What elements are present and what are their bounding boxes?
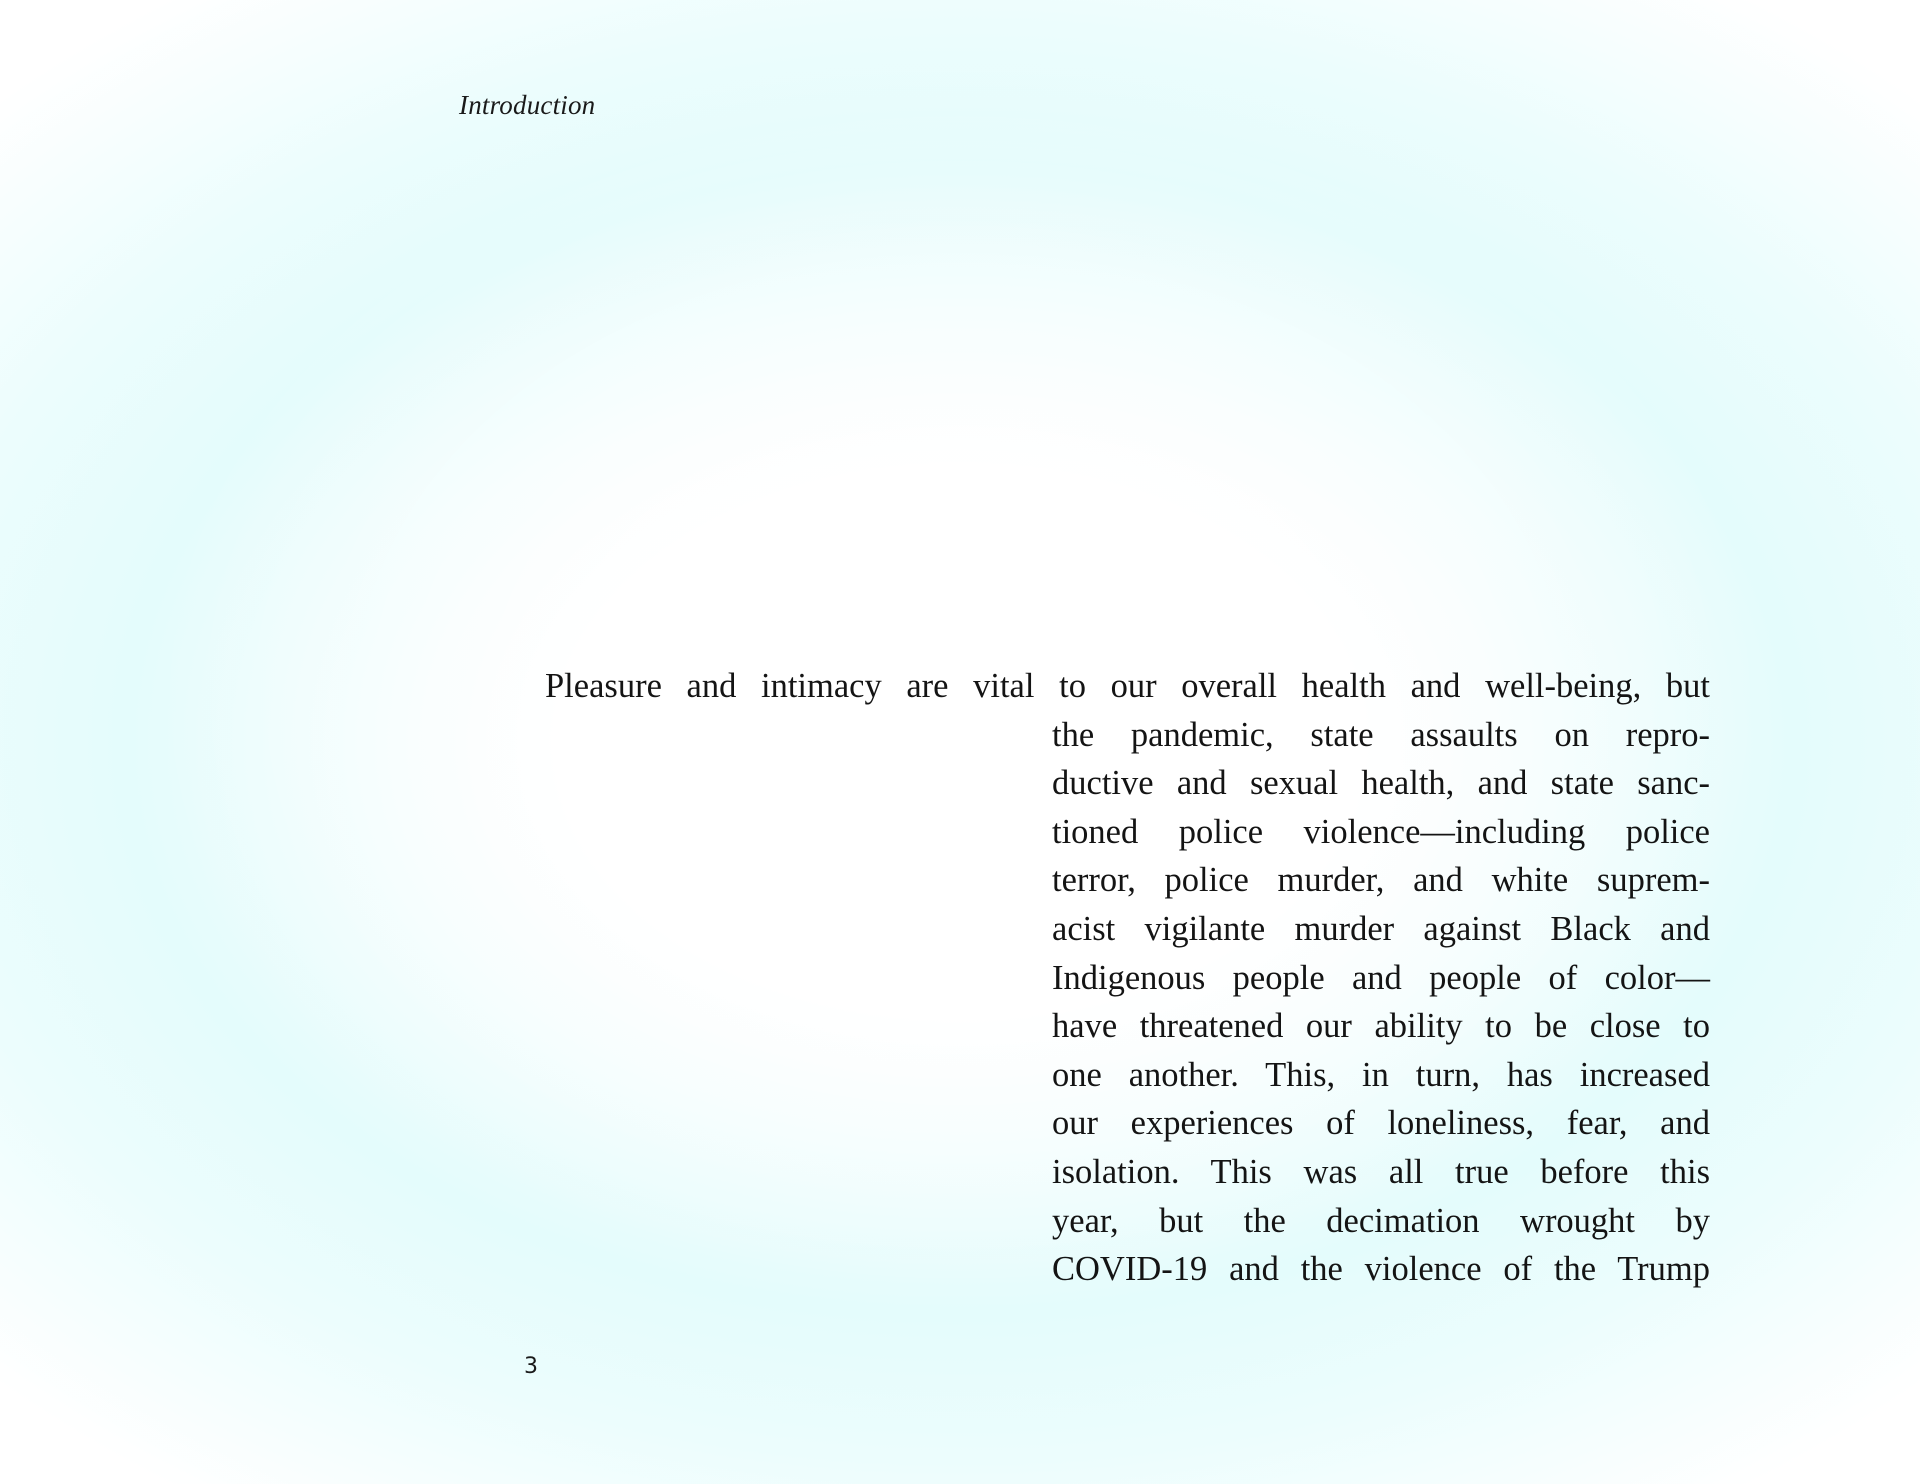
paragraph-line: acist vigilante murder against Black and: [1052, 909, 1710, 948]
paragraph-line: year, but the decimation wrought by: [1052, 1201, 1710, 1240]
paragraph-line: COVID-19 and the violence of the Trump: [1052, 1250, 1710, 1289]
paragraph-line: terror, police murder, and white suprem-: [1052, 861, 1710, 900]
paragraph-line: our experiences of loneliness, fear, and: [1052, 1104, 1710, 1143]
paragraph-line: Pleasure and intimacy are vital to our overall health and well-being, but: [545, 667, 1710, 705]
paragraph-line: have threatened our ability to be close to: [1052, 1007, 1710, 1046]
paragraph-line: Indigenous people and people of color—: [1052, 958, 1710, 997]
page-number: 3: [524, 1354, 538, 1379]
paragraph-line: ductive and sexual health, and state sanc-: [1052, 764, 1710, 803]
body-paragraph: [0, 662, 1710, 1294]
paragraph-line: tioned police violence—including police: [1052, 812, 1710, 851]
paragraph-line: one another. This, in turn, has increased: [1052, 1055, 1710, 1094]
paragraph-line: the pandemic, state assaults on repro-: [1052, 715, 1710, 754]
running-head: Introduction: [459, 90, 596, 120]
paragraph-line: isolation. This was all true before this: [1052, 1152, 1710, 1191]
